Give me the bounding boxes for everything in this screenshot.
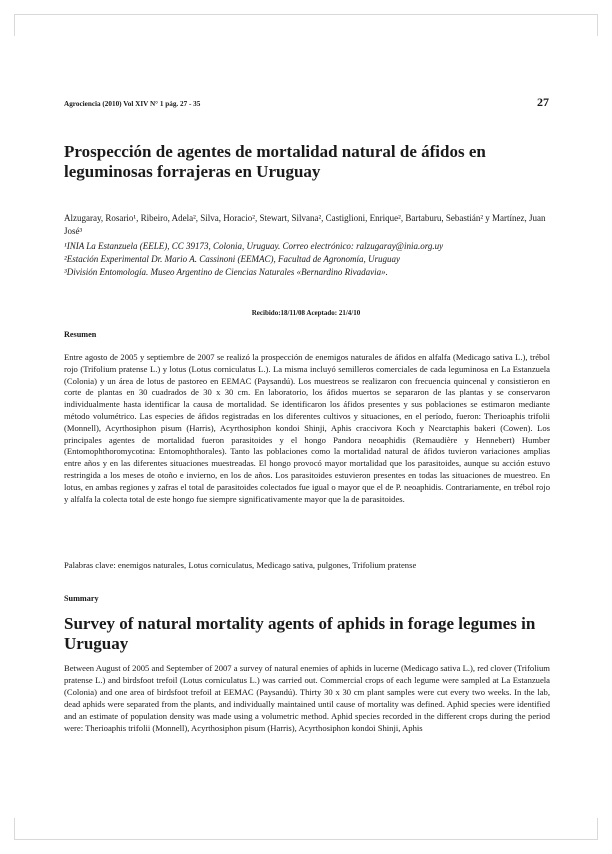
page-number: 27 <box>537 95 549 109</box>
affiliation-1: ¹INIA La Estanzuela (EELE), CC 39173, Colonia, Uruguay. Correo electrónico: ralzugaray@inia.org.uy <box>64 241 444 251</box>
resumen-heading: Resumen <box>64 330 97 339</box>
keywords-spanish: Palabras clave: enemigos naturales, Lotus corniculatus, Medicago sativa, pulgones, Trifolium pratense <box>64 560 417 570</box>
summary-heading: Summary <box>64 594 99 603</box>
running-head: Agrociencia (2010) Vol XIV N° 1 pág. 27 - 35 <box>64 100 201 108</box>
received-accepted-dates: Recibido:18/11/08 Aceptado: 21/4/10 <box>251 309 361 317</box>
summary-body: Between August of 2005 and September of 2007 a survey of natural enemies of aphids in lucerne (Medicago sativa L.), red clover (Trifolium pratense L.) and birdsfoot trefoil (Lotus corniculatus L.) was carried out. Commercial crops of each legume were sampled at La Estanzuela (Colonia) and one area of birdsfoot trefoil at EEMAC (Paysandú). Thirty 30 x 30 cm plant samples were cut every two weeks. In the lab, dead aphids were separated from the plants, and individually maintained until cause of mortality was defined. Aphid species were identified and an estimate of population density was made using a volumetric method. Aphid species recorded in the different crops during the period were: Therioaphis trifolii (Monnell), Acyrthosiphon pisum (Harris), Acyrthosiphon kondoi Shinji, Aphis <box>64 663 550 733</box>
crop-frame-bottom <box>14 833 598 840</box>
affiliation-3: ³División Entomología. Museo Argentino de Ciencias Naturales «Bernardino Rivadavia». <box>64 267 388 277</box>
affiliation-2: ²Estación Experimental Dr. Mario A. Cassinoni (EEMAC), Facultad de Agronomía, Uruguay <box>64 254 401 264</box>
article-title-spanish: Prospección de agentes de mortalidad natural de áfidos en leguminosas forrajeras en Uruguay <box>64 142 486 181</box>
article-title-english: Survey of natural mortality agents of aphids in forage legumes in Uruguay <box>64 614 536 653</box>
resumen-body: Entre agosto de 2005 y septiembre de 2007 se realizó la prospección de enemigos naturales de áfidos en alfalfa (Medicago sativa L.), trébol rojo (Trifolium pratense L.) y lotus (Lotus corniculatus L.). La misma incluyó semilleros comerciales de cada leguminosa en La Estanzuela (Colonia) y un área de lotus de pastoreo en EEMAC (Paysandú). Los muestreos se realizaron con frecuencia quincenal y consistieron en corte de plantas en 30 cuadrados de 30 x 30 cm. En laboratorio, los áfidos muertos se separaron de las plantas y se conservaron individualmente hasta identificar la causa de mortalidad. Se identificaron los áfidos presentes y sus poblaciones se estimaron mediante método volumétrico. Las especies de áfidos registradas en los diferentes cultivos y situaciones, en el período, fueron: Therioaphis trifolii (Monnell), Acyrthosiphon pisum (Harris), Acyrthosiphon kondoi Shinji, Aphis craccivora Koch y Nearctaphis bakeri (Cowen). Los principales agentes de mortalidad fueron parasitoides y el hongo Pandora neoaphidis (Remaudière y Hennebert) Humber (Entomophthoromycotina: Entomophthorales). Tanto las poblaciones como la mortalidad natural de áfidos tuvieron variaciones amplias entre años y en las diferentes situaciones muestreadas. El hongo provocó mayor mortalidad que los parasitoides, aunque su acción estuvo restringida a los meses de otoño e invierno, en los de años. Los parasitoides estuvieron presentes en todas las situaciones de muestreo. En lotus, en ambas regiones y zafras el total de parasitoides colectados fue igual o mayor que el de P. neoaphidis. Contrariamente, en trébol rojo y alfalfa la colecta total de este hongo fue siempre significativamente mayor que la de parasitoides. <box>64 352 550 504</box>
crop-frame-top <box>14 14 598 21</box>
author-list: Alzugaray, Rosario¹, Ribeiro, Adela², Silva, Horacio², Stewart, Silvana², Castiglioni, Enrique², Bartaburu, Sebastián² y Martínez, Juan José³ <box>64 213 546 236</box>
